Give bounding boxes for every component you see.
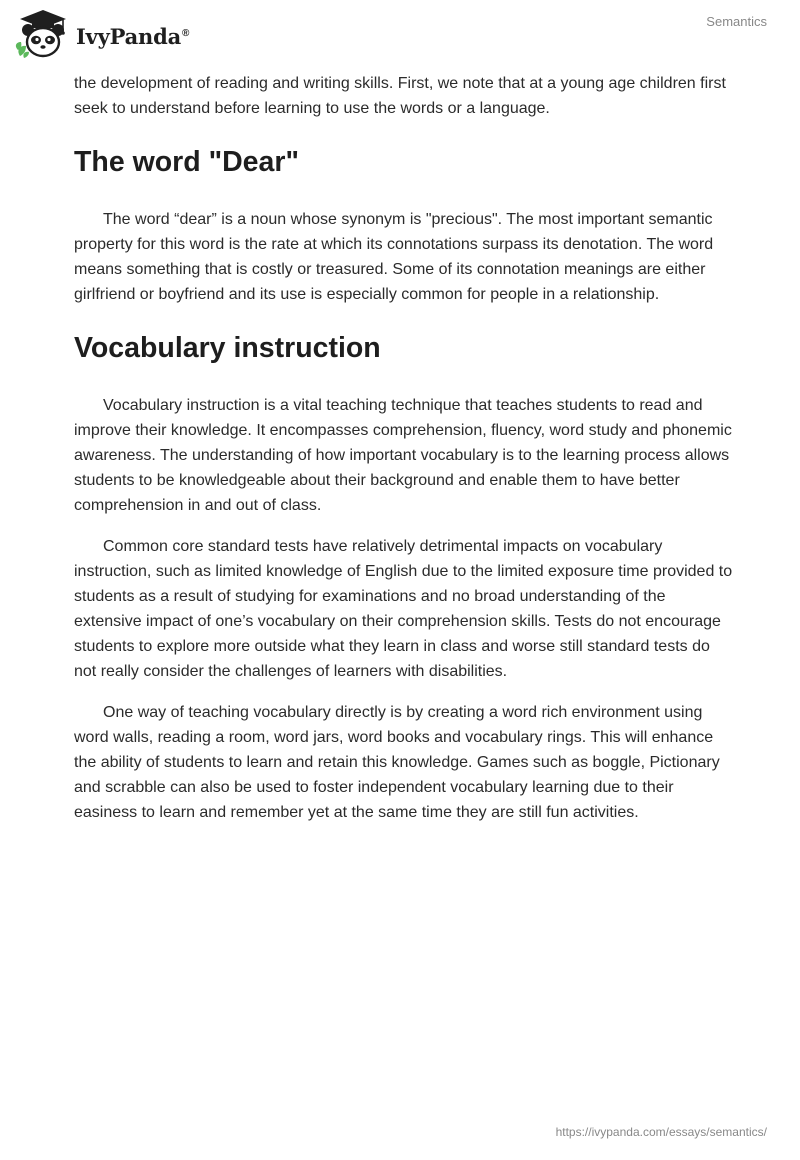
page-header	[0, 0, 800, 70]
registered-mark: ®	[182, 27, 190, 39]
running-title: Semantics	[706, 14, 767, 29]
panda-graduate-icon	[14, 8, 72, 60]
vocabulary-paragraph-2: Common core standard tests have relatively detrimental impacts on vocabulary instruction, such as limited knowledge of English due to the limited exposure time provided to students as a result of studying for examinations and no broad understanding of the extensive impact of one’s vocabulary on their comprehension skills. Tests do not encourage students to explore more outside what they learn in class and worse still standard tests do not really consider the challenges of learners with disabilities.	[74, 538, 733, 680]
source-url[interactable]: https://ivypanda.com/essays/semantics/	[555, 1125, 767, 1139]
essay-content	[74, 71, 734, 841]
section-heading-dear: The word "Dear"	[74, 146, 299, 178]
vocabulary-paragraph-3: One way of teaching vocabulary directly is by creating a word rich environment using word walls, reading a room, word jars, word books and vocabulary rings. This will enhance the ability of students to learn and retain this knowledge. Games such as boggle, Pictionary and scrabble can also be used to foster independent vocabulary learning due to their easiness to learn and remember yet at the same time they are still fun activities.	[74, 704, 720, 821]
ivypanda-logo[interactable]	[14, 8, 189, 60]
intro-paragraph: the development of reading and writing skills. First, we note that at a young age children first seek to understand before learning to use the words or a language.	[74, 75, 726, 117]
brand-name: IvyPanda®	[76, 23, 190, 49]
dear-paragraph: The word “dear” is a noun whose synonym is "precious". The most important semantic property for this word is the rate at which its connotations surpass its denotation. The word means something that is costly or treasured. Some of its connotation meanings are either girlfriend or boyfriend and its use is especially common for people in a relationship.	[74, 211, 714, 303]
section-heading-vocabulary: Vocabulary instruction	[74, 332, 381, 364]
vocabulary-paragraph-1: Vocabulary instruction is a vital teaching technique that teaches students to read and improve their knowledge. It encompasses comprehension, fluency, word study and phonemic awareness. The understanding of how important vocabulary is to the learning process allows students to be knowledgeable about their background and enable them to have better comprehension in and out of class.	[74, 397, 732, 514]
